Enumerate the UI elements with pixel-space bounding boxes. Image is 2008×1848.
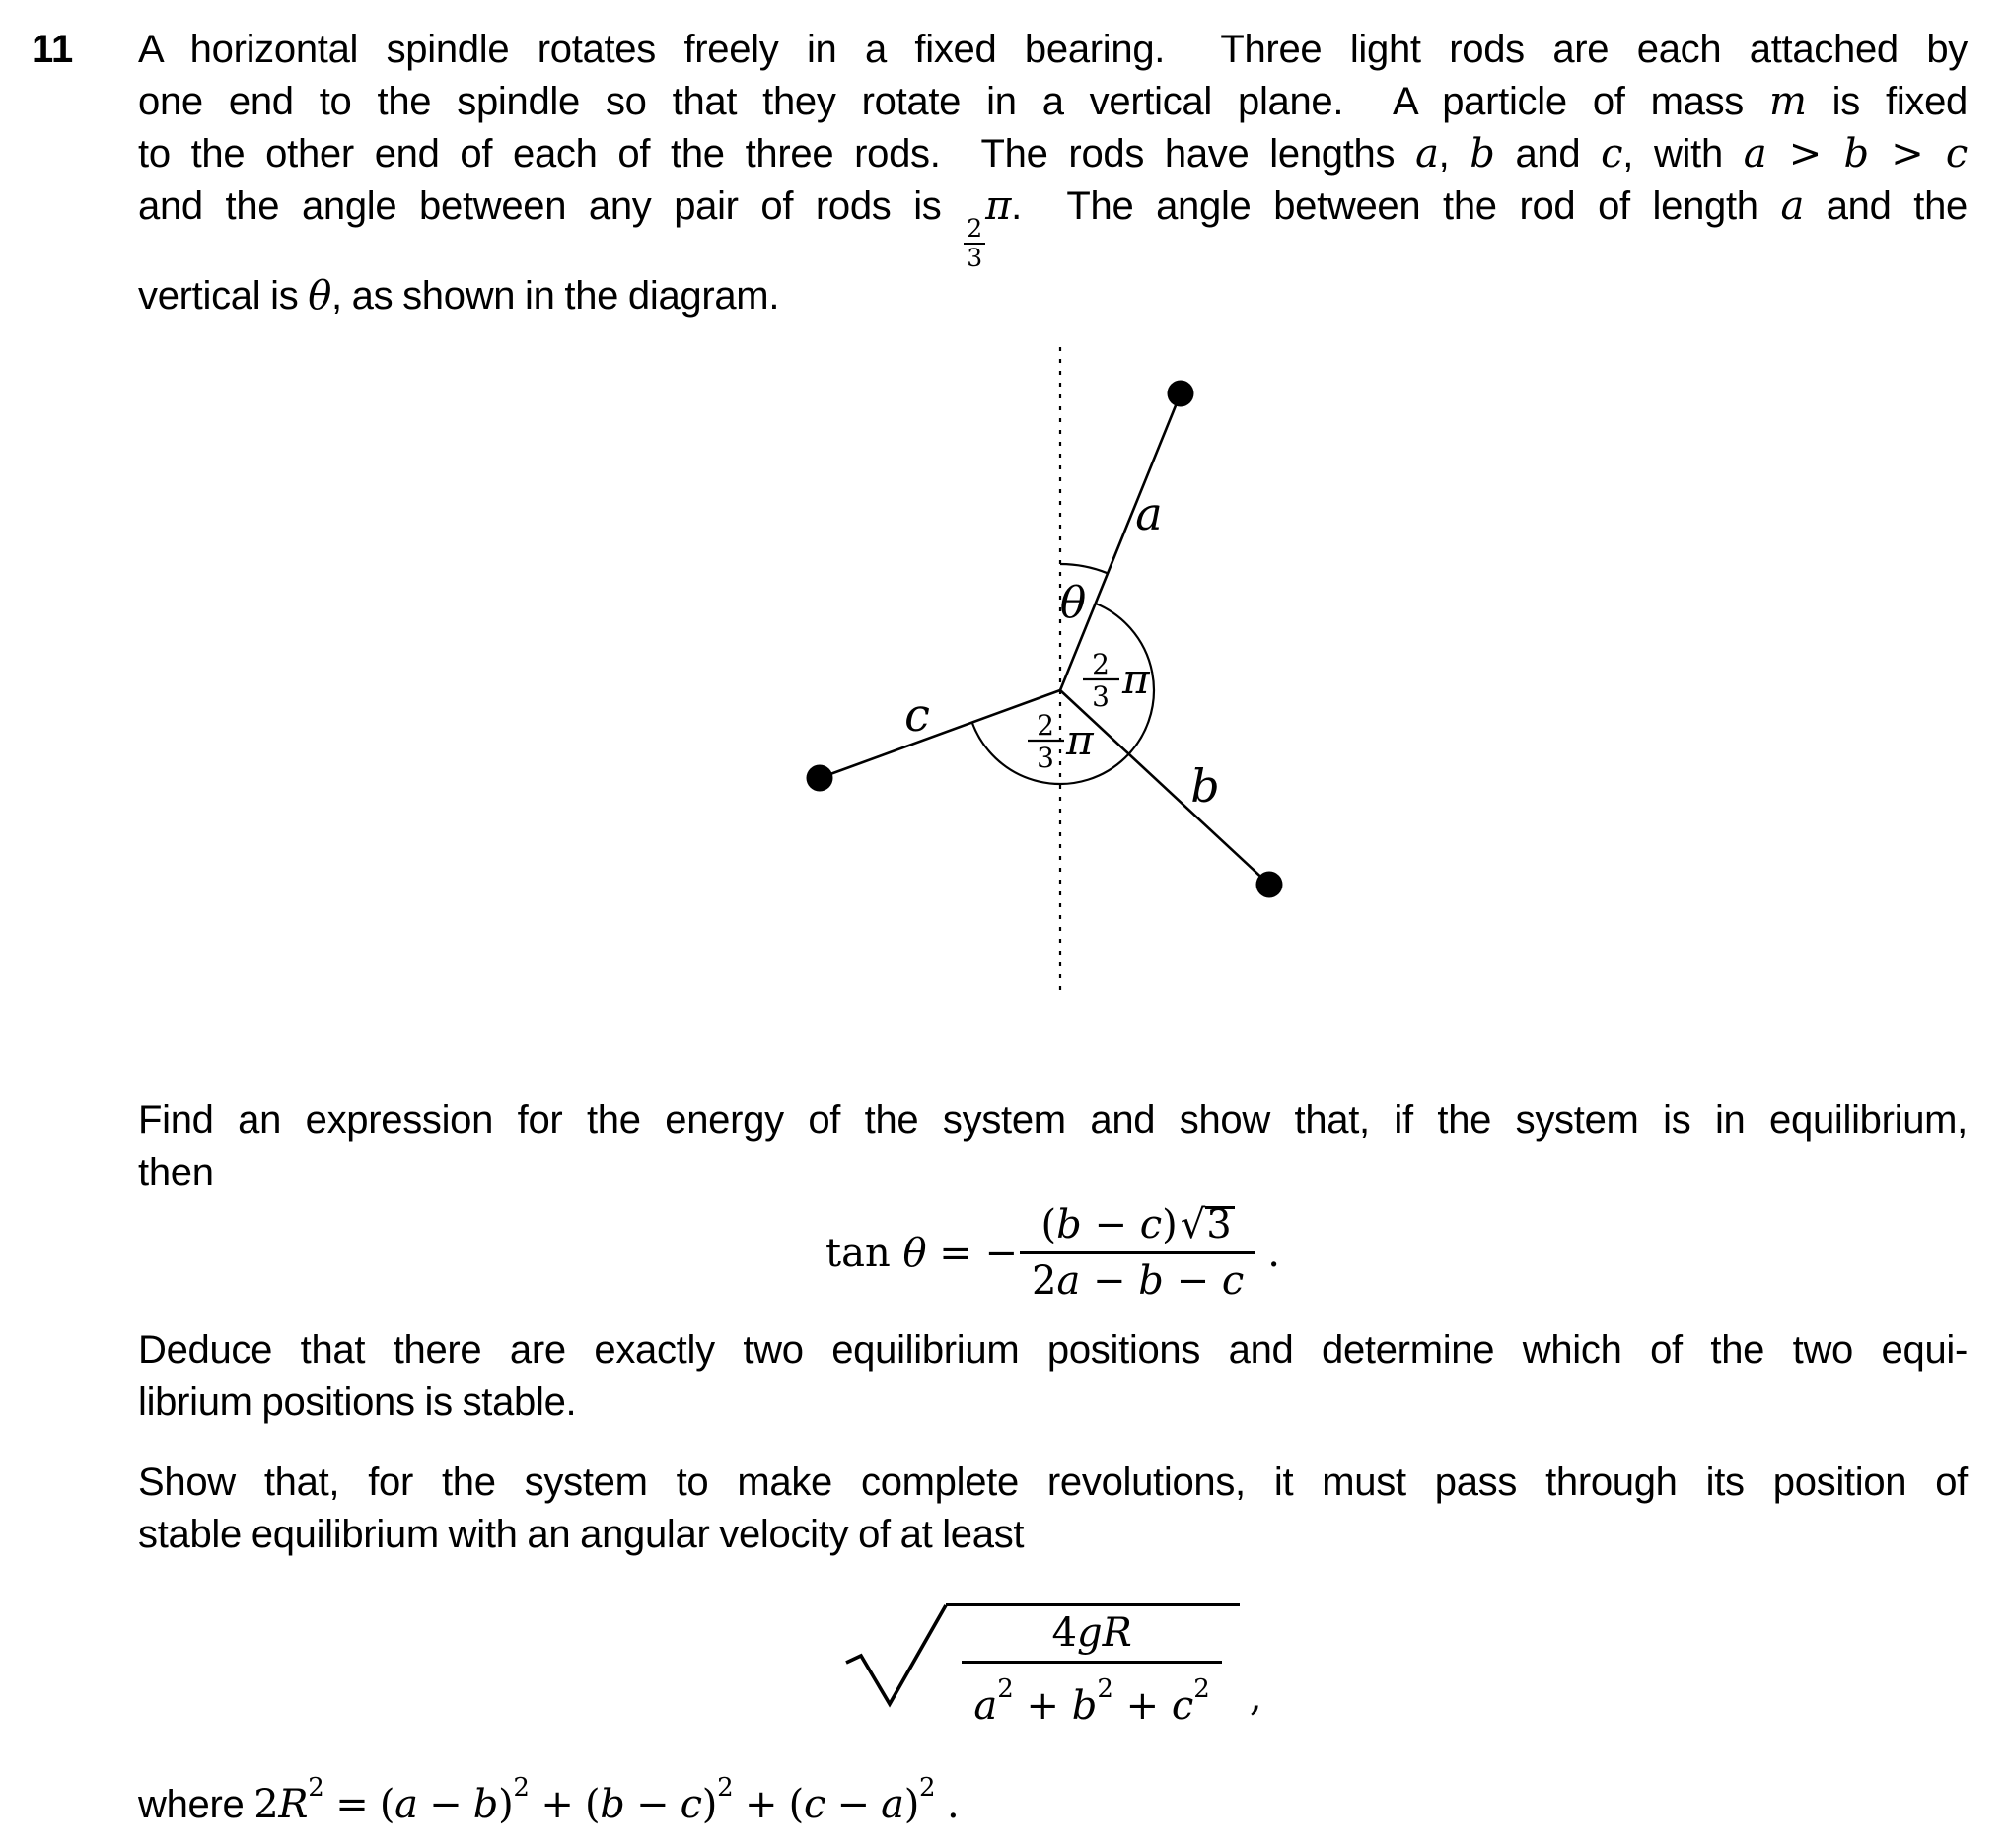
radicand bbox=[946, 1603, 1239, 1729]
equation-tan-theta bbox=[138, 1202, 1968, 1304]
theta-angle-arc bbox=[1060, 564, 1108, 573]
particle-b bbox=[1256, 872, 1283, 898]
text-line: librium positions is stable. bbox=[138, 1381, 577, 1424]
inline-fraction: $\frac{2}{3}$ bbox=[964, 216, 985, 270]
paragraph-deduce bbox=[138, 1324, 1968, 1429]
text-line: Show that, for the system to make complete revolutions, it must pass through its position of bbox=[138, 1460, 1968, 1504]
angle-cb-numerator: 2 bbox=[1037, 709, 1054, 742]
fraction-numerator: (b − c) √ 3 bbox=[1030, 1203, 1247, 1251]
text-line: Find an expression for the energy of the system and show that, if the system is in equilibrium, bbox=[138, 1099, 1968, 1142]
angle-cb-denominator: 3 bbox=[1037, 742, 1054, 774]
fraction-numerator: 4gR bbox=[1051, 1610, 1132, 1656]
radicand-fraction bbox=[962, 1610, 1221, 1729]
text-line: vertical is θ, as shown in the diagram. bbox=[138, 273, 780, 319]
radical bbox=[843, 1603, 1239, 1729]
particle-a bbox=[1168, 381, 1194, 407]
text-line: to the other end of each of the three rods. The rods have lengths a, b and c, with a > b > c bbox=[138, 131, 1969, 177]
rod-a-label: a bbox=[1135, 487, 1163, 540]
rod-spindle-diagram bbox=[681, 256, 1440, 1026]
fraction-denominator: $a^2 + b^2 + c^2$ bbox=[962, 1661, 1221, 1726]
equation-fraction bbox=[1020, 1202, 1255, 1304]
theta-label: θ bbox=[1059, 578, 1087, 628]
equation-lhs: tan θ = − bbox=[825, 1231, 1018, 1276]
radical-sign bbox=[843, 1603, 948, 1708]
equation-angular-velocity bbox=[138, 1603, 1968, 1729]
angle-ab-denominator: 3 bbox=[1092, 680, 1110, 713]
angle-ab-label bbox=[1083, 648, 1151, 713]
text-line: and the angle between any pair of rods is $\frac{2}{3}$ π. The angle between the rod of length a and the bbox=[138, 183, 1968, 272]
rod-c-label: c bbox=[904, 688, 930, 742]
equation-punctuation: , bbox=[1249, 1674, 1262, 1720]
equation-punctuation: . bbox=[1267, 1231, 1280, 1276]
paragraph-show-that bbox=[138, 1457, 1968, 1561]
text-line: one end to the spindle so that they rotate in a vertical plane. A particle of mass m is fixed bbox=[138, 79, 1968, 124]
angle-cb-pi: π bbox=[1066, 716, 1094, 764]
where-definition-line: where $2R^2 = (a - b)^2 + (b - c)^2 + (c - a)^2$ . bbox=[138, 1773, 960, 1827]
sqrt-term: √ 3 bbox=[1181, 1203, 1235, 1247]
text-line: Deduce that there are exactly two equilibrium positions and determine which of the two equi- bbox=[138, 1328, 1968, 1372]
angle-ab-pi: π bbox=[1122, 655, 1150, 703]
question-number: 11 bbox=[32, 28, 74, 71]
text-line: stable equilibrium with an angular velocity of at least bbox=[138, 1513, 1025, 1556]
rod-a-line bbox=[1060, 393, 1181, 690]
particle-c bbox=[807, 765, 833, 792]
text-line: A horizontal spindle rotates freely in a fixed bearing. Three light rods are each attached by bbox=[138, 28, 1968, 71]
rod-c-line bbox=[820, 690, 1060, 778]
text-line: then bbox=[138, 1151, 214, 1194]
paragraph-find-expression bbox=[138, 1095, 1968, 1199]
fraction-denominator: 2a − b − c bbox=[1020, 1251, 1255, 1301]
angle-ab-numerator: 2 bbox=[1092, 648, 1110, 680]
rod-b-label: b bbox=[1190, 759, 1220, 813]
